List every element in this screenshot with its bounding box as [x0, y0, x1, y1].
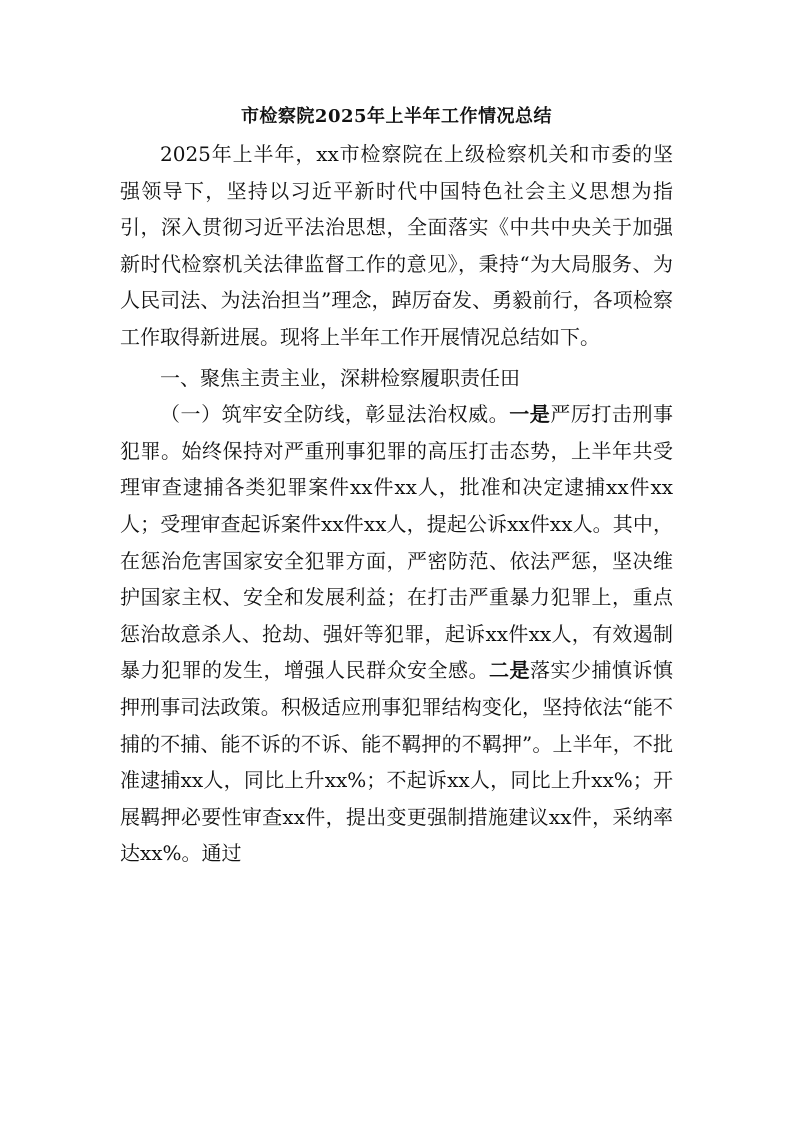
- point-two-text: 落实少捕慎诉慎押刑事司法政策。积极适应刑事犯罪结构变化，坚持依法“能不捕的不捕、能不诉的不诉、能不羁押的不羁押”。上半年，不批准逮捕xx人，同比上升xx%；不起诉xx人，同比上升xx%；开展羁押必要性审查xx件，提出变更强制措施建议xx件，采纳率达xx%。通过: [120, 658, 673, 866]
- document-title: 市检察院2025年上半年工作情况总结: [240, 106, 553, 127]
- subsection-heading: （一）筑牢安全防线，彰显法治权威。: [160, 402, 510, 427]
- point-one-text: 严厉打击刑事犯罪。始终保持对严重刑事犯罪的高压打击态势，上半年共受理审查逮捕各类犯罪案件xx件xx人，批准和决定逮捕xx件xx人；受理审查起诉案件xx件xx人，提起公诉xx件xx人。其中，在惩治危害国家安全犯罪方面，严密防范、依法严惩，坚决维护国家主权、安全和发展利益；在打击严重暴力犯罪上，重点惩治故意杀人、抢劫、强奸等犯罪，起诉xx件xx人，有效遏制暴力犯罪的发生，增强人民群众安全感。: [120, 402, 674, 683]
- document-page: [120, 104, 673, 872]
- body-paragraph: [120, 396, 673, 872]
- intro-paragraph: 2025年上半年，xx市检察院在上级检察机关和市委的坚强领导下，坚持以习近平新时代中国特色社会主义思想为指引，深入贯彻习近平法治思想，全面落实《中共中央关于加强新时代检察机关法律监督工作的意见》，秉持“为大局服务、为人民司法、为法治担当”理念，踔厉奋发、勇毅前行，各项检察工作取得新进展。现将上半年工作开展情况总结如下。: [120, 142, 673, 349]
- point-one-lead: 一是: [509, 402, 551, 427]
- point-two-lead: 二是: [489, 658, 530, 683]
- section-heading: 一、聚焦主责主业，深耕检察履职责任田: [160, 365, 520, 390]
